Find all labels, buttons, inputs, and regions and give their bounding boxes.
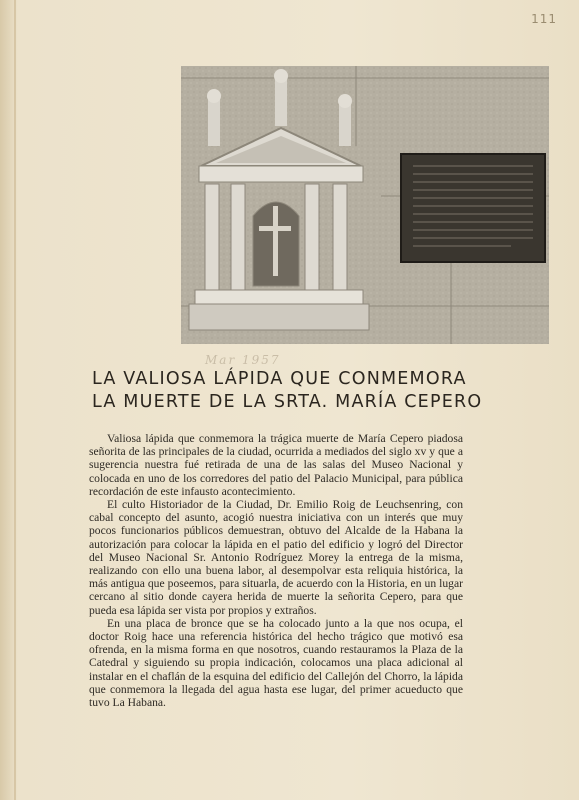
paragraph-3: En una placa de bronce que se ha colocado junto a la que nos ocupa, el doctor Roig hace una referencia histórica del hecho trágico que motivó esa ofrenda, en la misma forma en que nosotros, cuando restauramos la Plaza de la Catedral y siguiendo su propia indicación, colocamos una placa adicional al instalar en el chaflán de la esquina del edificio del Callejón del Chorro, la lápida que conmemora la llegada del agua hasta ese lugar, del primer acueducto que tuvo La Habana.	[89, 616, 463, 710]
pencil-annotation: Mar 1957	[205, 353, 281, 367]
page-edge	[14, 0, 16, 800]
article-body	[89, 432, 463, 709]
article-title	[92, 368, 512, 414]
paragraph-2: El culto Historiador de la Ciudad, Dr. Emilio Roig de Leuchsenring, con cabal concepto del asunto, acogió nuestra iniciativa con un interés que muy pocos funcionarios públicos demuestran, obtuvo del Alcalde de la Habana la autorización para colocar la lápida en el patio del edificio y logró del Director del Museo Nacional Sr. Antonio Rodríguez Morey la entrega de la misma, realizando con ello una buena labor, al desempolvar esta reliquia histórica, la más antigua que poseemos, para situarla, de acuerdo con la Historia, en un lugar cercano al sitio donde cayera herida de muerte la señorita Cepero, para que pueda esa lápida ser vista por propios y extraños.	[89, 498, 463, 617]
photo-illustration	[181, 66, 549, 344]
title-line-2: LA MUERTE DE LA SRTA. MARÍA CEPERO	[92, 392, 483, 412]
stone-tablet-photo	[181, 66, 549, 344]
page-number: 111	[531, 12, 557, 26]
title-line-1: LA VALIOSA LÁPIDA QUE CONMEMORA	[92, 369, 467, 389]
paragraph-1: Valiosa lápida que conmemora la trágica muerte de María Cepero piadosa señorita de las principales de la ciudad, ocurrida a mediados del siglo xv y que a sugerencia nuestra fué retirada de una de las salas del Museo Nacional y colocada en uno de los corredores del patio del Palacio Municipal, para pública recordación de este infausto acontecimiento.	[89, 432, 463, 498]
